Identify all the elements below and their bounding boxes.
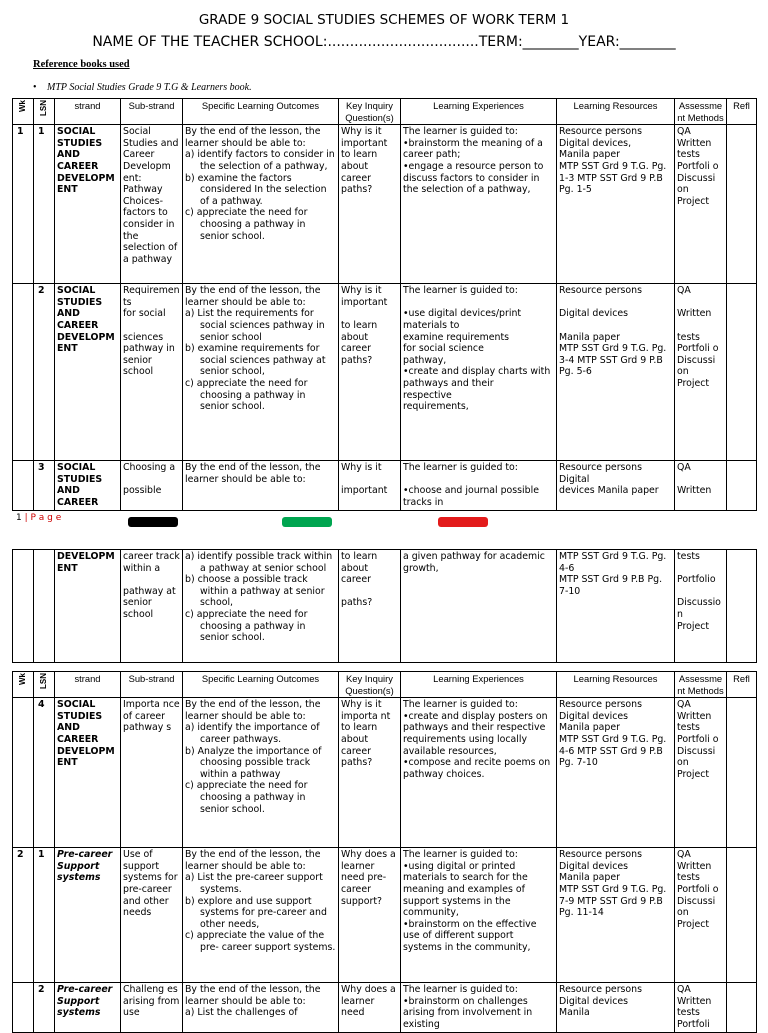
table-header-row	[13, 99, 757, 125]
experience-cell: The learner is guided to: •brainstorm the meaning of a career path; •engage a resource person to discuss factors to consider in the selection of a pathway,	[401, 125, 557, 284]
resources-cell: Resource persons Digital devices Manila	[557, 983, 675, 1033]
slo-intro: By the end of the lesson, the learner should be able to:	[185, 462, 321, 485]
reflection-cell	[727, 983, 757, 1033]
strand-cell: SOCIAL STUDIES AND CAREER DEVELOPM ENT	[55, 125, 121, 284]
substrand-cell: Choosing a possible	[121, 461, 183, 510]
table-row	[13, 461, 757, 510]
resources-cell: MTP SST Grd 9 T.G. Pg. 4-6 MTP SST Grd 9 P.B Pg. 7-10	[557, 550, 675, 663]
col-wk: Wk	[13, 99, 34, 125]
assessment-cell: tests Portfolio Discussio n Project	[675, 550, 727, 663]
week-cell	[13, 698, 34, 848]
scheme-table-continuation	[12, 549, 757, 663]
assessment-cell: QA Written	[675, 461, 727, 510]
table-row-continuation	[13, 550, 757, 663]
slo-item: c) appreciate the need for choosing a pathway in senior school.	[185, 780, 308, 815]
slo-intro: By the end of the lesson, the learner should be able to:	[185, 699, 321, 722]
resources-cell: Resource persons Digital devices Manila paper	[557, 461, 675, 510]
assessment-cell: QA Written tests Portfoli o Discussi on Project	[675, 698, 727, 848]
col-lsn: LSN	[34, 672, 55, 698]
week-cell: 1	[13, 125, 34, 284]
col-substrand: Sub-strand	[121, 99, 183, 125]
table-row	[13, 125, 757, 284]
experience-cell: The learner is guided to: •choose and journal possible tracks in	[401, 461, 557, 510]
reference-heading: Reference books used	[33, 59, 130, 70]
strand-cell: SOCIAL STUDIES AND CAREER DEVELOPM ENT	[55, 698, 121, 848]
kiq-cell: Why is it important	[339, 461, 401, 510]
lesson-cell: 4	[34, 698, 55, 848]
reference-item	[33, 82, 252, 93]
week-cell: 2	[13, 848, 34, 983]
slo-item: a) List the pre-career support systems.	[185, 872, 323, 895]
resources-cell: Resource persons Digital devices Manila paper MTP SST Grd 9 T.G. Pg. 3-4 MTP SST Grd 9 P.B Pg. 5-6	[557, 284, 675, 461]
scheme-table-page1	[12, 98, 757, 511]
slo-item: c) appreciate the need for choosing a pathway in senior school.	[185, 608, 308, 644]
reflection-cell	[727, 461, 757, 510]
slo-item: c) appreciate the value of the pre- career support systems.	[185, 930, 336, 953]
slo-item: a) identify factors to consider in the selection of a pathway,	[185, 149, 335, 172]
slo-item: b) examine requirements for social sciences pathway at senior school,	[185, 343, 326, 378]
slo-item: c) appreciate the need for choosing a pathway in senior school.	[185, 377, 308, 413]
col-kiq: Key Inquiry Question(s)	[339, 99, 401, 125]
assessment-cell: QA Written tests Portfoli o Discussi on Project	[675, 125, 727, 284]
slo-item: b) Analyze the importance of choosing possible track within a pathway	[185, 745, 322, 780]
strand-cell: SOCIAL STUDIES AND CAREER	[55, 461, 121, 510]
slo-cell	[183, 284, 339, 461]
lesson-cell: 1	[34, 125, 55, 284]
slo-intro: By the end of the lesson, the learner should be able to:	[185, 285, 321, 308]
slo-intro: By the end of the lesson, the learner should be able to:	[185, 984, 321, 1007]
footer-bar-green	[282, 517, 332, 527]
experience-cell: The learner is guided to: •using digital or printed materials to search for the meaning and examples of support systems in the community, •brainstorm on the effective use of different support systems in the community,	[401, 848, 557, 983]
lesson-cell: 3	[34, 461, 55, 510]
col-resources: Learning Resources	[557, 99, 675, 125]
slo-item: c) appreciate the need for choosing a pathway in senior school.	[185, 207, 308, 242]
col-slo: Specific Learning Outcomes	[183, 672, 339, 698]
reflection-cell	[727, 698, 757, 848]
kiq-cell: Why does a learner need	[339, 983, 401, 1033]
experience-cell: The learner is guided to: •use digital devices/print materials to examine requirements for social science pathway, •create and display charts with pathways and their respective requirements,	[401, 284, 557, 461]
bullet-icon: •	[33, 82, 37, 93]
reflection-cell	[727, 848, 757, 983]
col-assessment: Assessment Methods	[675, 99, 727, 125]
experience-cell: a given pathway for academic growth,	[401, 550, 557, 663]
col-wk: Wk	[13, 672, 34, 698]
substrand-cell: Importa nce of career pathway s	[121, 698, 183, 848]
kiq-cell: Why does a learner need pre-career support?	[339, 848, 401, 983]
assessment-cell: QA Written tests Portfoli o Discussi on Project	[675, 284, 727, 461]
slo-cell	[183, 983, 339, 1033]
slo-cell	[183, 550, 339, 663]
substrand-cell: Challeng es arising from use	[121, 983, 183, 1033]
slo-item: b) examine the factors considered In the selection of a pathway.	[185, 172, 327, 207]
col-substrand: Sub-strand	[121, 672, 183, 698]
reflection-cell	[727, 125, 757, 284]
document-title: GRADE 9 SOCIAL STUDIES SCHEMES OF WORK TERM 1	[198, 12, 570, 28]
page-number: 1	[16, 513, 22, 523]
page-sep: |	[21, 513, 31, 523]
table-row	[13, 284, 757, 461]
experience-cell: The learner is guided to: •brainstorm on challenges arising from involvement in existing	[401, 983, 557, 1033]
slo-item: b) explore and use support systems for pre-career and other needs,	[185, 895, 327, 930]
col-resources: Learning Resources	[557, 672, 675, 698]
table-row	[13, 848, 757, 983]
footer-bar-black	[128, 517, 178, 527]
slo-cell	[183, 461, 339, 510]
page-label: P a g e	[30, 513, 62, 523]
week-cell	[13, 983, 34, 1033]
col-experiences: Learning Experiences	[401, 99, 557, 125]
reflection-cell	[727, 284, 757, 461]
lesson-cell: 2	[34, 983, 55, 1033]
experience-cell: The learner is guided to: •create and display posters on pathways and their respective requirements using locally available resources, •compose and recite poems on pathway choices.	[401, 698, 557, 848]
teacher-info-line: NAME OF THE TEACHER SCHOOL:..................................TERM:________YEAR:________	[92, 34, 676, 50]
slo-item: a) identify the importance of career pathways.	[185, 722, 320, 745]
col-reflection: Refl	[727, 672, 757, 698]
strand-cell: SOCIAL STUDIES AND CAREER DEVELOPM ENT	[55, 284, 121, 461]
reference-text: MTP Social Studies Grade 9 T.G & Learners book.	[47, 82, 252, 93]
col-assessment: Assessment Methods	[675, 672, 727, 698]
col-lsn: LSN	[34, 99, 55, 125]
kiq-cell: to learn about career paths?	[339, 550, 401, 663]
slo-item: a) identify possible track within a pathway at senior school	[185, 551, 333, 574]
table-row	[13, 983, 757, 1033]
lesson-cell: 1	[34, 848, 55, 983]
assessment-cell: QA Written tests Portfoli	[675, 983, 727, 1033]
col-kiq: Key Inquiry Question(s)	[339, 672, 401, 698]
col-slo: Specific Learning Outcomes	[183, 99, 339, 125]
substrand-cell: Use of support systems for pre-career and other needs	[121, 848, 183, 983]
kiq-cell: Why is it importa nt to learn about career paths?	[339, 698, 401, 848]
strand-cell: Pre-career Support systems	[55, 983, 121, 1033]
kiq-cell: Why is it important to learn about career paths?	[339, 125, 401, 284]
strand-cell: DEVELOPM ENT	[55, 550, 121, 663]
col-strand: strand	[55, 99, 121, 125]
col-reflection: Refl	[727, 99, 757, 125]
scheme-table-page2	[12, 671, 757, 1033]
slo-cell	[183, 698, 339, 848]
slo-item: b) choose a possible track within a pathway at senior school,	[185, 574, 325, 609]
resources-cell: Resource persons Digital devices Manila paper MTP SST Grd 9 T.G. Pg. 7-9 MTP SST Grd 9 P.B Pg. 11-14	[557, 848, 675, 983]
substrand-cell: career track within a pathway at senior school	[121, 550, 183, 663]
slo-intro: By the end of the lesson, the learner should be able to:	[185, 849, 321, 872]
assessment-cell: QA Written tests Portfoli o Discussi on Project	[675, 848, 727, 983]
table-header-row	[13, 672, 757, 698]
substrand-cell: Social Studies and Career Developm ent: Pathway Choices- factors to consider in the selection of a pathway	[121, 125, 183, 284]
slo-intro: By the end of the lesson, the learner should be able to:	[185, 126, 321, 149]
footer-bar-red	[438, 517, 488, 527]
slo-item: a) List the challenges of	[185, 1007, 298, 1019]
slo-item: a) List the requirements for social sciences pathway in senior school	[185, 308, 325, 343]
col-experiences: Learning Experiences	[401, 672, 557, 698]
lesson-cell: 2	[34, 284, 55, 461]
col-strand: strand	[55, 672, 121, 698]
week-cell	[13, 284, 34, 461]
resources-cell: Resource persons Digital devices Manila paper MTP SST Grd 9 T.G. Pg. 4-6 MTP SST Grd 9 P.B Pg. 7-10	[557, 698, 675, 848]
table-row	[13, 698, 757, 848]
substrand-cell: Requiremen ts for social sciences pathway in senior school	[121, 284, 183, 461]
week-cell	[13, 461, 34, 510]
page-footer	[16, 513, 61, 523]
slo-cell	[183, 125, 339, 284]
slo-cell	[183, 848, 339, 983]
strand-cell: Pre-career Support systems	[55, 848, 121, 983]
kiq-cell: Why is it important to learn about career paths?	[339, 284, 401, 461]
resources-cell: Resource persons Digital devices, Manila paper MTP SST Grd 9 T.G. Pg. 1-3 MTP SST Grd 9 P.B Pg. 1-5	[557, 125, 675, 284]
